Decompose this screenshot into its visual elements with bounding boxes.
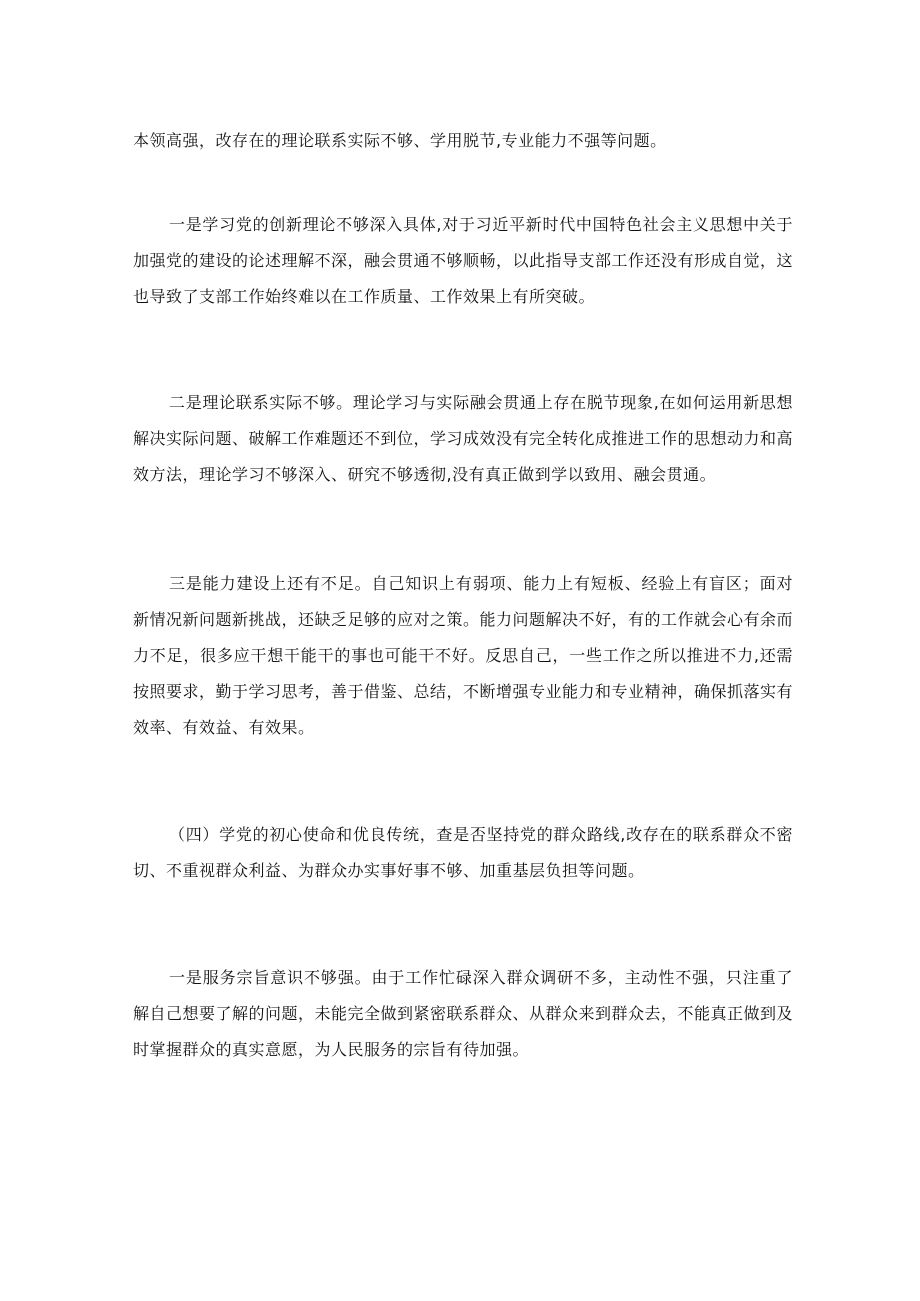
paragraph-theory-study: 一是学习党的创新理论不够深入具体,对于习近平新时代中国特色社会主义思想中关于加强党的建设的论述理解不深，融会贯通不够顺畅，以此指导支部工作还没有形成自觉，这也导致了支部工作始终难以在工作质量、工作效果上有所突破。 bbox=[133, 215, 794, 306]
paragraph-continuation: 本领高强，改存在的理论联系实际不够、学用脱节,专业能力不强等问题。 bbox=[133, 131, 667, 150]
paragraph-section-four: （四）学党的初心使命和优良传统，查是否坚持党的群众路线,改存在的联系群众不密切、不重视群众利益、为群众办实事好事不够、加重基层负担等问题。 bbox=[133, 825, 793, 880]
paragraph-theory-practice: 二是理论联系实际不够。理论学习与实际融会贯通上存在脱节现象,在如何运用新思想解决实际问题、破解工作难题还不到位，学习成效没有完全转化成推进工作的思想动力和高效方法，理论学习不够深入、研究不够透彻,没有真正做到学以致用、融会贯通。 bbox=[133, 393, 794, 484]
paragraph-capability: 三是能力建设上还有不足。自己知识上有弱项、能力上有短板、经验上有盲区；面对新情况新问题新挑战，还缺乏足够的应对之策。能力问题解决不好，有的工作就会心有余而力不足，很多应干想干能干的事也可能干不好。反思自己，一些工作之所以推进不力,还需按照要求，勤于学习思考，善于借鉴、总结，不断增强专业能力和专业精神，确保抓落实有效率、有效益、有效果。 bbox=[133, 574, 794, 737]
paragraph-service-awareness: 一是服务宗旨意识不够强。由于工作忙碌深入群众调研不多，主动性不强，只注重了解自己想要了解的问题，未能完全做到紧密联系群众、从群众来到群众去，不能真正做到及时掌握群众的真实意愿，为人民服务的宗旨有待加强。 bbox=[133, 968, 794, 1059]
